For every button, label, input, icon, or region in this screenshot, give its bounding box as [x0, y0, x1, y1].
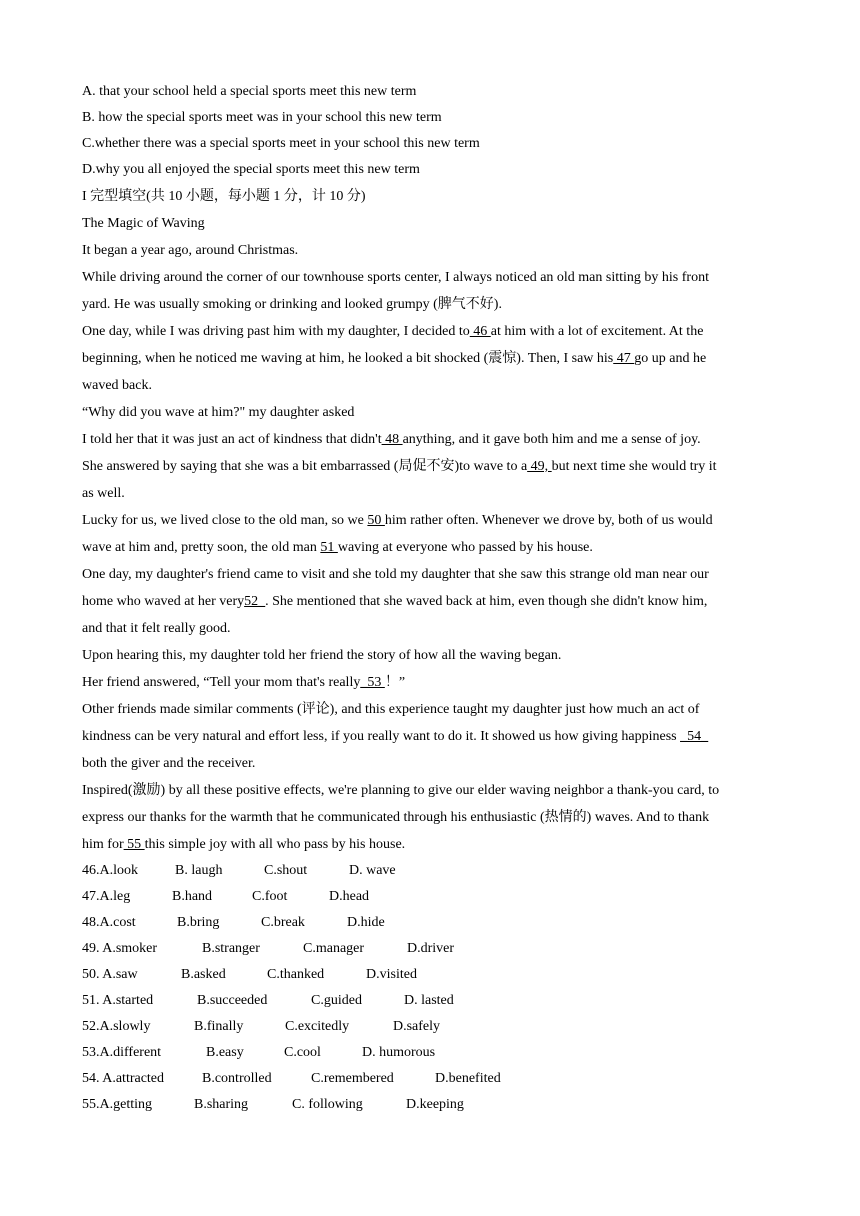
paragraph-7-line-2: [82, 588, 782, 615]
question-50: [82, 962, 782, 988]
question-46-option-b: B. laugh: [175, 863, 223, 878]
paragraph-6-line-1: [82, 507, 782, 534]
question-51-option-d: D. lasted: [404, 993, 454, 1008]
blank-46: 46: [469, 324, 491, 339]
paragraph-2-line-2: yard. He was usually smoking or drinking and looked grumpy (脾气不好).: [82, 297, 502, 312]
question-49-option-b: B.stranger: [202, 941, 260, 956]
question-47-option-d: D.head: [329, 889, 370, 904]
text: him for: [82, 837, 124, 852]
question-48-option-c: C.break: [261, 915, 305, 930]
question-51-option-a: 51. A.started: [82, 993, 154, 1008]
text: him rather often. Whenever we drove by, both of us would: [384, 513, 713, 528]
question-54-option-c: C.remembered: [311, 1071, 394, 1086]
option-b-prev: B. how the special sports meet was in your school this new term: [82, 110, 442, 125]
blank-53: _53: [360, 675, 385, 690]
paragraph-8: Upon hearing this, my daughter told her friend the story of how all the waving began.: [82, 648, 562, 663]
paragraph-10-line-3: both the giver and the receiver.: [82, 756, 256, 771]
paragraph-5-line-1: [82, 426, 782, 453]
blank-51: 51: [320, 540, 338, 555]
blank-52: 52_: [244, 594, 266, 609]
paragraph-10-line-2: [82, 723, 782, 750]
paragraph-11-line-2: express our thanks for the warmth that he communicated through his enthusiastic (热情的) waves. And to thank: [82, 810, 710, 825]
text: . She mentioned that she waved back at him, even though she didn't know him,: [265, 594, 708, 609]
question-51: [82, 988, 782, 1014]
question-47-option-a: 47.A.leg: [82, 889, 131, 904]
question-48-option-b: B.bring: [177, 915, 220, 930]
text: One day, while I was driving past him with my daughter, I decided to: [82, 324, 470, 339]
question-50-option-c: C.thanked: [267, 967, 325, 982]
question-46: [82, 858, 782, 884]
question-47-option-c: C.foot: [252, 889, 288, 904]
question-52-option-a: 52.A.slowly: [82, 1019, 151, 1034]
question-48-option-a: 48.A.cost: [82, 915, 136, 930]
paragraph-5-line-3: as well.: [82, 486, 125, 501]
question-55-option-a: 55.A.getting: [82, 1097, 152, 1112]
page-content: [82, 79, 782, 1118]
question-53-option-c: C.cool: [284, 1045, 321, 1060]
text: kindness can be very natural and effort less, if you really want to do it. It showed us how giving happiness: [82, 729, 681, 744]
text: Her friend answered, “Tell your mom that's really: [82, 675, 361, 690]
text: at him with a lot of excitement. At the: [490, 324, 704, 339]
text: beginning, when he noticed me waving at him, he looked a bit shocked (震惊). Then, I saw his: [82, 351, 614, 366]
question-52-option-d: D.safely: [393, 1019, 441, 1034]
question-52-option-c: C.excitedly: [285, 1019, 350, 1034]
text: this simple joy with all who pass by his house.: [144, 837, 406, 852]
question-47-option-b: B.hand: [172, 889, 213, 904]
paragraph-7-line-1: One day, my daughter's friend came to visit and she told my daughter that she saw this strange old man near our: [82, 567, 709, 582]
question-50-option-b: B.asked: [181, 967, 226, 982]
question-52: [82, 1014, 782, 1040]
question-47: [82, 884, 782, 910]
question-50-option-a: 50. A.saw: [82, 967, 138, 982]
blank-54: _54_: [680, 729, 709, 744]
paragraph-3-line-1: [82, 318, 782, 345]
question-55-option-b: B.sharing: [194, 1097, 249, 1112]
question-54-option-b: B.controlled: [202, 1071, 272, 1086]
question-51-option-c: C.guided: [311, 993, 362, 1008]
question-52-option-b: B.finally: [194, 1019, 244, 1034]
text: but next time she would try it: [551, 459, 717, 474]
passage-title: The Magic of Waving: [82, 216, 205, 231]
question-49: [82, 936, 782, 962]
paragraph-1: It began a year ago, around Christmas.: [82, 243, 299, 258]
question-55-option-d: D.keeping: [406, 1097, 464, 1112]
blank-55: 55: [123, 837, 145, 852]
question-53-option-d: D. humorous: [362, 1045, 436, 1060]
option-d-prev: D.why you all enjoyed the special sports meet this new term: [82, 162, 420, 177]
text: I told her that it was just an act of kindness that didn't: [82, 432, 382, 447]
question-49-option-c: C.manager: [303, 941, 365, 956]
paragraph-6-line-2: [82, 534, 782, 561]
question-46-option-d: D. wave: [349, 863, 396, 878]
blank-47: 47: [613, 351, 635, 366]
question-55-option-c: C. following: [292, 1097, 363, 1112]
text: go up and he: [634, 351, 707, 366]
question-48-option-d: D.hide: [347, 915, 385, 930]
paragraph-3-line-3: waved back.: [82, 378, 152, 393]
question-53-option-b: B.easy: [206, 1045, 244, 1060]
paragraph-5-line-2: [82, 453, 782, 480]
option-a-prev: A. that your school held a special sports meet this new term: [82, 84, 417, 99]
option-c-prev: C.whether there was a special sports meet in your school this new term: [82, 136, 480, 151]
paragraph-9: [82, 669, 782, 696]
question-53: [82, 1040, 782, 1066]
question-50-option-d: D.visited: [366, 967, 417, 982]
question-49-option-d: D.driver: [407, 941, 455, 956]
question-48: [82, 910, 782, 936]
paragraph-11-line-3: [82, 831, 782, 858]
question-46-option-c: C.shout: [264, 863, 308, 878]
blank-50: 50: [367, 513, 385, 528]
paragraph-11-line-1: Inspired(激励) by all these positive effects, we're planning to give our elder waving neighbor a thank-you card, to: [82, 783, 720, 798]
text: home who waved at her very: [82, 594, 245, 609]
paragraph-4: “Why did you wave at him?" my daughter asked: [82, 405, 355, 420]
question-49-option-a: 49. A.smoker: [82, 941, 158, 956]
blank-49: 49,: [527, 459, 552, 474]
question-54: [82, 1066, 782, 1092]
text: waving at everyone who passed by his house.: [337, 540, 593, 555]
question-53-option-a: 53.A.different: [82, 1045, 162, 1060]
question-46-option-a: 46.A.look: [82, 863, 138, 878]
question-54-option-d: D.benefited: [435, 1071, 501, 1086]
paragraph-2-line-1: While driving around the corner of our townhouse sports center, I always noticed an old man sitting by his front: [82, 270, 709, 285]
text: ！”: [384, 675, 406, 690]
question-55: [82, 1092, 782, 1118]
paragraph-10-line-1: Other friends made similar comments (评论), and this experience taught my daughter just how much an act of: [82, 702, 700, 717]
section-heading: I 完型填空(共 10 小题，每小题 1 分，计 10 分): [82, 189, 366, 204]
text: Lucky for us, we lived close to the old man, so we: [82, 513, 368, 528]
question-51-option-b: B.succeeded: [197, 993, 268, 1008]
blank-48: 48: [381, 432, 403, 447]
text: She answered by saying that she was a bit embarrassed (局促不安)to wave to a: [82, 459, 528, 474]
question-54-option-a: 54. A.attracted: [82, 1071, 165, 1086]
paragraph-7-line-3: and that it felt really good.: [82, 621, 231, 636]
text: anything, and it gave both him and me a sense of joy.: [402, 432, 701, 447]
paragraph-3-line-2: [82, 345, 782, 372]
text: wave at him and, pretty soon, the old man: [82, 540, 321, 555]
